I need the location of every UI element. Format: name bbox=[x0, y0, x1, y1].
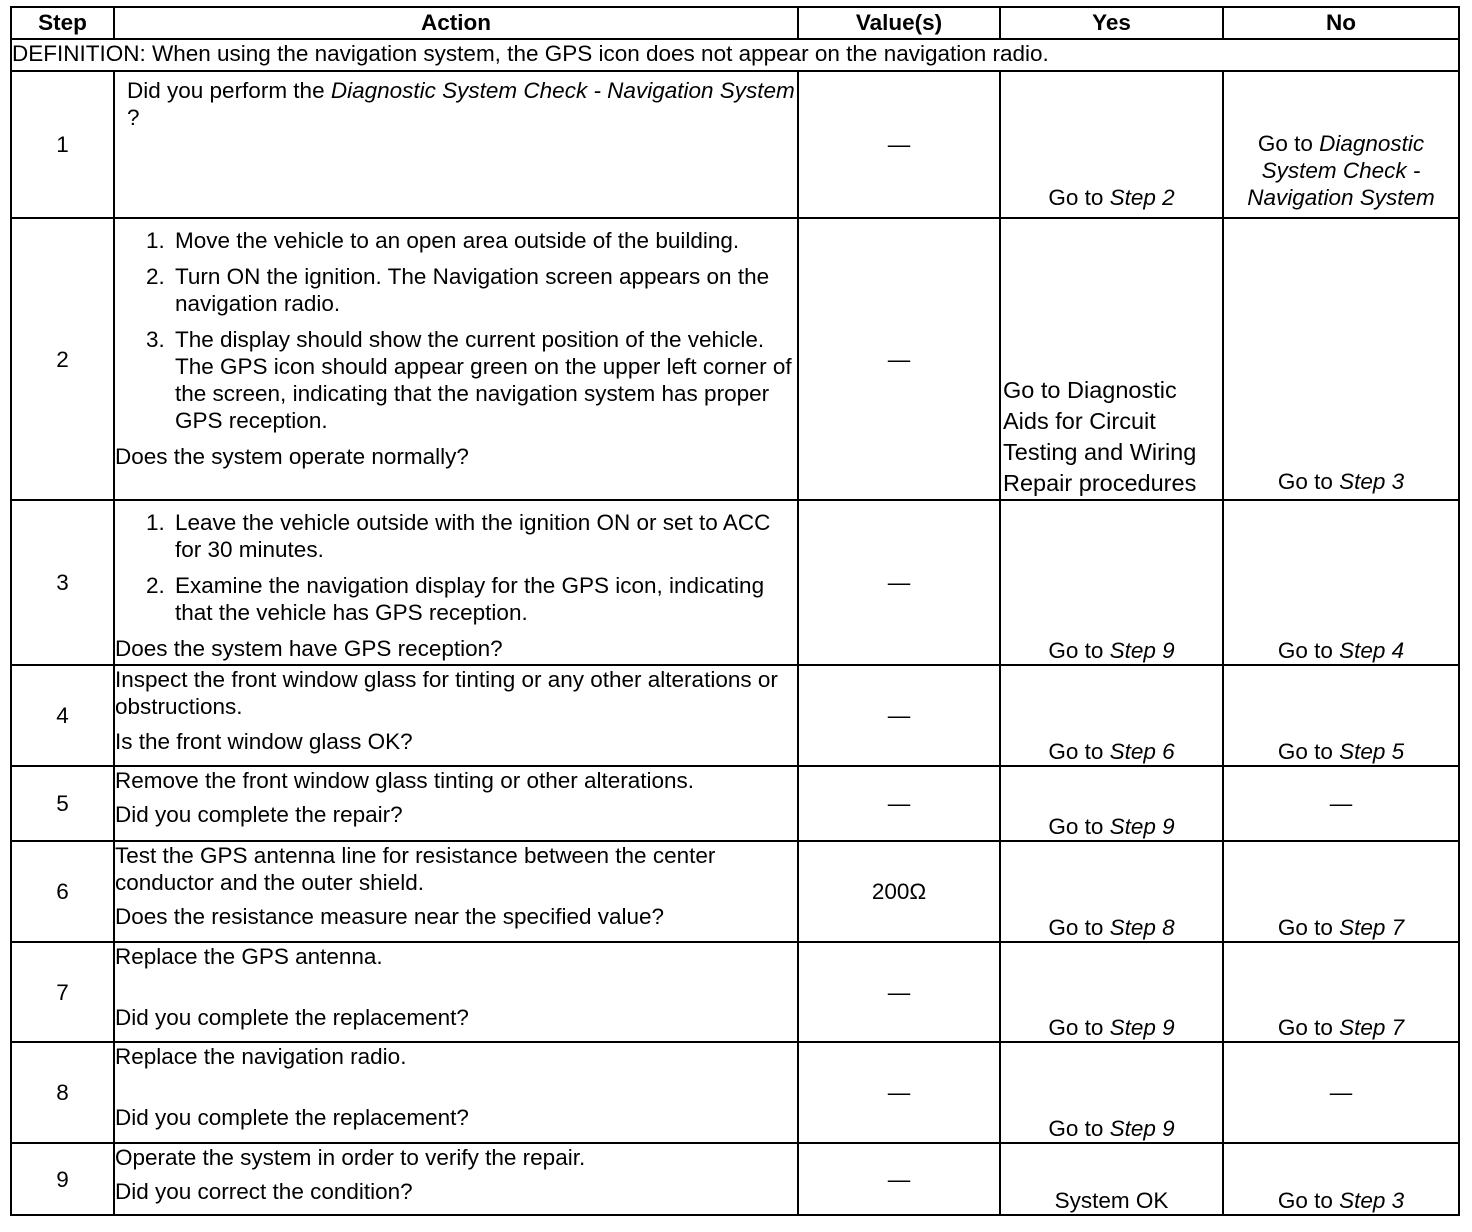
value-cell: — bbox=[798, 942, 1000, 1042]
no-step-ref: Step 5 bbox=[1339, 739, 1405, 764]
no-cell bbox=[1223, 942, 1459, 1042]
step-number: 7 bbox=[11, 942, 114, 1042]
action-text: ? bbox=[127, 105, 140, 130]
diagnostic-table bbox=[10, 6, 1460, 1216]
yes-text: Go to bbox=[1048, 185, 1110, 210]
action-question: Does the system have GPS reception? bbox=[115, 636, 503, 661]
value-cell: 200Ω bbox=[798, 841, 1000, 942]
list-item: 2. Examine the navigation display for the GPS icon, indicating that the vehicle has GPS reception. bbox=[171, 572, 797, 626]
yes-text: Go to bbox=[1048, 638, 1110, 663]
action-cell bbox=[114, 218, 798, 500]
value-cell: — bbox=[798, 218, 1000, 500]
step-number: 4 bbox=[11, 665, 114, 766]
no-cell: — bbox=[1223, 766, 1459, 841]
action-cell bbox=[114, 1042, 798, 1143]
table-row bbox=[11, 1042, 1459, 1143]
step-number: 2 bbox=[11, 218, 114, 500]
list-item: 1. Leave the vehicle outside with the ignition ON or set to ACC for 30 minutes. bbox=[171, 509, 797, 563]
no-text: Go to bbox=[1277, 469, 1340, 494]
yes-cell bbox=[1000, 500, 1223, 665]
action-question: Did you correct the condition? bbox=[115, 1179, 413, 1204]
value-cell: — bbox=[798, 1143, 1000, 1215]
table-row bbox=[11, 218, 1459, 500]
no-cell bbox=[1223, 841, 1459, 942]
yes-cell bbox=[1000, 71, 1223, 218]
no-text: Go to bbox=[1257, 131, 1320, 156]
action-cell bbox=[114, 500, 798, 665]
action-link: Diagnostic System Check - Navigation System bbox=[330, 78, 795, 103]
action-text: Operate the system in order to verify the repair. bbox=[115, 1145, 586, 1170]
definition-row bbox=[11, 39, 1459, 71]
no-cell bbox=[1223, 218, 1459, 500]
yes-step-ref: Step 9 bbox=[1109, 638, 1175, 663]
action-text: Replace the GPS antenna. bbox=[115, 944, 383, 969]
no-text: Go to bbox=[1277, 915, 1340, 940]
table-row bbox=[11, 500, 1459, 665]
action-cell bbox=[114, 1143, 798, 1215]
yes-cell bbox=[1000, 665, 1223, 766]
no-cell: — bbox=[1223, 1042, 1459, 1143]
list-item: 2. Turn ON the ignition. The Navigation screen appears on the navigation radio. bbox=[171, 263, 797, 317]
no-cell bbox=[1223, 1143, 1459, 1215]
no-cell bbox=[1223, 71, 1459, 218]
action-question: Does the resistance measure near the specified value? bbox=[115, 904, 665, 929]
no-cell bbox=[1223, 665, 1459, 766]
yes-step-ref: Step 2 bbox=[1109, 185, 1175, 210]
yes-cell bbox=[1000, 841, 1223, 942]
table-row bbox=[11, 71, 1459, 218]
action-list bbox=[115, 509, 797, 626]
definition-text: DEFINITION: When using the navigation system, the GPS icon does not appear on the navigation radio. bbox=[11, 39, 1459, 71]
yes-step-ref: Step 9 bbox=[1109, 814, 1175, 839]
table-row bbox=[11, 1143, 1459, 1215]
yes-cell bbox=[1000, 1042, 1223, 1143]
value-cell: — bbox=[798, 665, 1000, 766]
header-values: Value(s) bbox=[798, 7, 1000, 39]
action-question: Did you complete the replacement? bbox=[115, 1105, 469, 1130]
step-number: 5 bbox=[11, 766, 114, 841]
action-question: Is the front window glass OK? bbox=[115, 729, 413, 754]
action-cell bbox=[114, 841, 798, 942]
table-row bbox=[11, 942, 1459, 1042]
action-text: Replace the navigation radio. bbox=[115, 1044, 407, 1069]
yes-cell bbox=[1000, 942, 1223, 1042]
no-step-ref: Step 3 bbox=[1339, 469, 1405, 494]
value-cell: — bbox=[798, 1042, 1000, 1143]
step-number: 1 bbox=[11, 71, 114, 218]
action-cell bbox=[114, 71, 798, 218]
no-step-ref: Step 3 bbox=[1339, 1188, 1405, 1213]
yes-cell: Go to Diagnostic Aids for Circuit Testing and Wiring Repair procedures bbox=[1000, 218, 1223, 500]
no-step-ref: Step 7 bbox=[1339, 915, 1405, 940]
action-text: Did you perform the bbox=[127, 78, 331, 103]
header-step: Step bbox=[11, 7, 114, 39]
step-number: 8 bbox=[11, 1042, 114, 1143]
table-row bbox=[11, 665, 1459, 766]
no-text: Go to bbox=[1277, 638, 1340, 663]
step-number: 9 bbox=[11, 1143, 114, 1215]
list-item: 1. Move the vehicle to an open area outside of the building. bbox=[171, 227, 797, 254]
step-number: 6 bbox=[11, 841, 114, 942]
action-question: Does the system operate normally? bbox=[115, 444, 469, 469]
yes-step-ref: Step 6 bbox=[1109, 739, 1175, 764]
header-no: No bbox=[1223, 7, 1459, 39]
action-text: Test the GPS antenna line for resistance between the center conductor and the outer shield. bbox=[115, 843, 716, 895]
action-question: Did you complete the replacement? bbox=[115, 1005, 469, 1030]
yes-cell: System OK bbox=[1000, 1143, 1223, 1215]
header-yes: Yes bbox=[1000, 7, 1223, 39]
action-cell bbox=[114, 665, 798, 766]
no-text: Go to bbox=[1277, 739, 1340, 764]
no-text: Go to bbox=[1277, 1188, 1340, 1213]
yes-text: Go to bbox=[1048, 915, 1110, 940]
action-text: Inspect the front window glass for tinting or any other alterations or obstructions. bbox=[115, 667, 778, 719]
no-step-ref: Step 4 bbox=[1339, 638, 1405, 663]
value-cell: — bbox=[798, 71, 1000, 218]
yes-step-ref: Step 9 bbox=[1109, 1116, 1175, 1141]
yes-cell bbox=[1000, 766, 1223, 841]
no-step-ref: Diagnostic System Check - Navigation System bbox=[1247, 131, 1435, 210]
yes-text: Go to bbox=[1048, 814, 1110, 839]
action-cell bbox=[114, 942, 798, 1042]
header-row bbox=[11, 7, 1459, 39]
yes-text: Go to bbox=[1048, 739, 1110, 764]
no-text: Go to bbox=[1277, 1015, 1340, 1040]
step-number: 3 bbox=[11, 500, 114, 665]
header-action: Action bbox=[114, 7, 798, 39]
action-question: Did you complete the repair? bbox=[115, 802, 403, 827]
no-cell bbox=[1223, 500, 1459, 665]
list-item: 3. The display should show the current position of the vehicle. The GPS icon should appear green on the upper left corner of the screen, indicating that the navigation system has proper GPS reception. bbox=[171, 326, 797, 434]
value-cell: — bbox=[798, 766, 1000, 841]
yes-step-ref: Step 8 bbox=[1109, 915, 1175, 940]
action-list bbox=[115, 227, 797, 434]
yes-step-ref: Step 9 bbox=[1109, 1015, 1175, 1040]
action-text: Remove the front window glass tinting or other alterations. bbox=[115, 768, 695, 793]
yes-text: Go to bbox=[1048, 1015, 1110, 1040]
yes-text: Go to bbox=[1048, 1116, 1110, 1141]
table-row bbox=[11, 841, 1459, 942]
value-cell: — bbox=[798, 500, 1000, 665]
action-cell bbox=[114, 766, 798, 841]
table-row bbox=[11, 766, 1459, 841]
no-step-ref: Step 7 bbox=[1339, 1015, 1405, 1040]
